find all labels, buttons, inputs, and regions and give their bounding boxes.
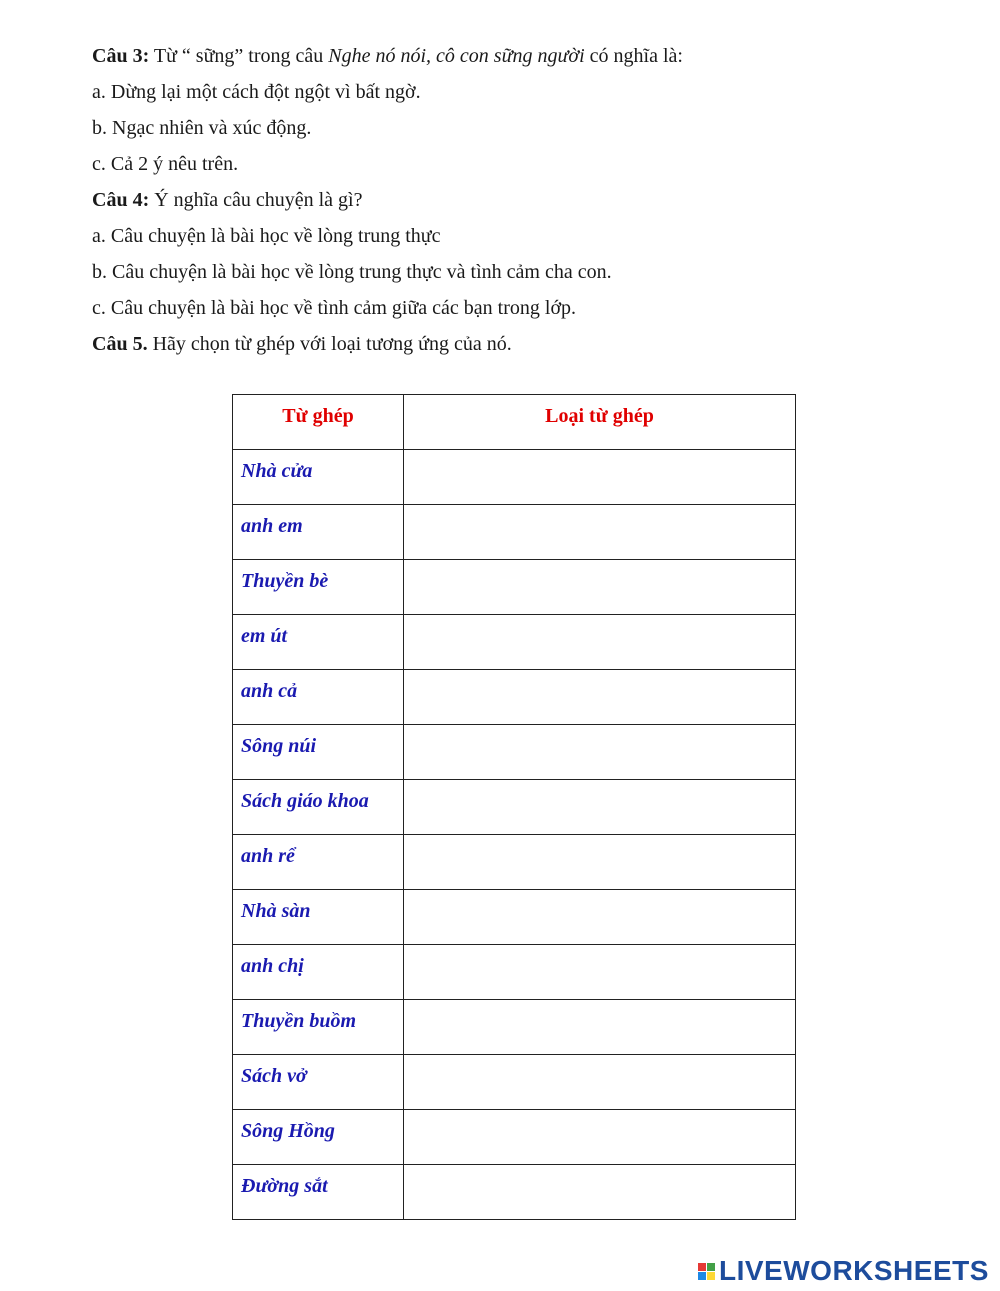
table-row — [233, 945, 796, 1000]
answer-cell[interactable] — [404, 560, 796, 615]
table-row — [233, 780, 796, 835]
answer-cell[interactable] — [404, 780, 796, 835]
word-cell: anh chị — [233, 945, 404, 1000]
word-cell: Sông Hồng — [233, 1110, 404, 1165]
word-cell: Sông núi — [233, 725, 404, 780]
answer-cell[interactable] — [404, 945, 796, 1000]
question-5-label: Câu 5. — [92, 333, 148, 355]
table-row — [233, 560, 796, 615]
header-compound-word: Từ ghép — [233, 395, 404, 450]
table-row — [233, 1000, 796, 1055]
compound-word-table — [232, 394, 796, 1220]
answer-cell[interactable] — [404, 615, 796, 670]
word-cell: Thuyền buồm — [233, 1000, 404, 1055]
word-cell: em út — [233, 615, 404, 670]
question-4-option-a: a. Câu chuyện là bài học về lòng trung thực — [92, 225, 441, 247]
header-word-type: Loại từ ghép — [404, 395, 796, 450]
table-row — [233, 1055, 796, 1110]
question-4 — [92, 187, 363, 213]
table-row — [233, 835, 796, 890]
logo-square-red — [698, 1263, 706, 1271]
answer-cell[interactable] — [404, 1000, 796, 1055]
question-3-text-end: có nghĩa là: — [584, 45, 683, 67]
word-cell: Thuyền bè — [233, 560, 404, 615]
question-3-option-b: b. Ngạc nhiên và xúc động. — [92, 117, 312, 139]
word-cell: Sách giáo khoa — [233, 780, 404, 835]
question-3-option-a: a. Dừng lại một cách đột ngột vì bất ngờ. — [92, 81, 421, 103]
question-5-text: Hãy chọn từ ghép với loại tương ứng của nó. — [147, 333, 512, 355]
question-4-option-b: b. Câu chuyện là bài học về lòng trung thực và tình cảm cha con. — [92, 261, 612, 283]
answer-cell[interactable] — [404, 1055, 796, 1110]
table-row — [233, 450, 796, 505]
question-3 — [92, 43, 683, 69]
liveworksheets-icon — [698, 1263, 715, 1280]
table-row — [233, 505, 796, 560]
table-row — [233, 615, 796, 670]
question-4-text: Ý nghĩa câu chuyện là gì? — [149, 189, 363, 211]
answer-cell[interactable] — [404, 725, 796, 780]
brand-name: LIVEWORKSHEETS — [719, 1255, 989, 1286]
answer-cell[interactable] — [404, 505, 796, 560]
logo-square-green — [707, 1263, 715, 1271]
answer-cell[interactable] — [404, 1110, 796, 1165]
word-cell: Sách vở — [233, 1055, 404, 1110]
word-cell: Nhà sàn — [233, 890, 404, 945]
answer-cell[interactable] — [404, 835, 796, 890]
answer-cell[interactable] — [404, 450, 796, 505]
answer-cell[interactable] — [404, 890, 796, 945]
word-cell: anh cả — [233, 670, 404, 725]
question-3-quote: Nghe nó nói, cô con sững người — [328, 45, 585, 67]
question-3-text: Từ “ sững” trong câu — [149, 45, 329, 67]
answer-cell[interactable] — [404, 670, 796, 725]
word-cell: anh rể — [233, 835, 404, 890]
word-cell: Đường sắt — [233, 1165, 404, 1220]
logo-square-yellow — [707, 1272, 715, 1280]
question-5 — [92, 331, 512, 357]
question-3-option-c: c. Cả 2 ý nêu trên. — [92, 153, 239, 175]
liveworksheets-logo — [698, 1255, 989, 1287]
word-cell: Nhà cửa — [233, 450, 404, 505]
question-4-label: Câu 4: — [92, 189, 150, 211]
table-header-row — [233, 395, 796, 450]
logo-square-blue — [698, 1272, 706, 1280]
table-row — [233, 890, 796, 945]
table-row — [233, 1165, 796, 1220]
answer-cell[interactable] — [404, 1165, 796, 1220]
word-cell: anh em — [233, 505, 404, 560]
table-row — [233, 725, 796, 780]
question-4-option-c: c. Câu chuyện là bài học về tình cảm giữa các bạn trong lớp. — [92, 297, 577, 319]
table-row — [233, 670, 796, 725]
question-3-label: Câu 3: — [92, 45, 150, 67]
table-row — [233, 1110, 796, 1165]
